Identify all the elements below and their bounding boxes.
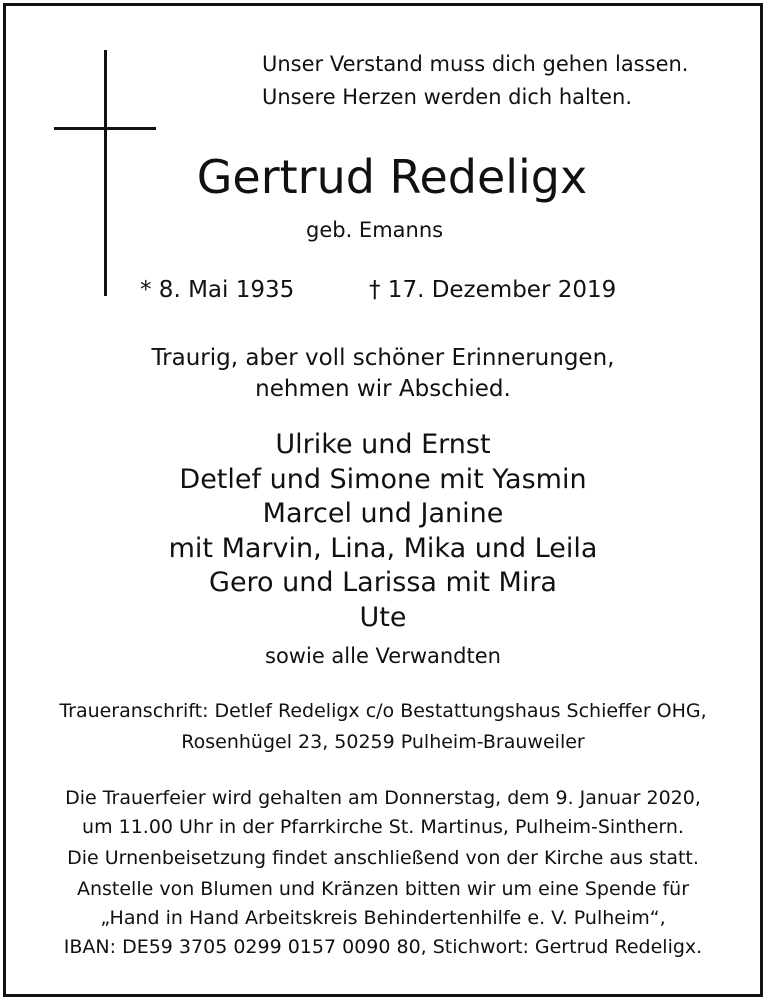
maiden-name: geb. Emanns bbox=[306, 218, 444, 242]
service-line-4: Anstelle von Blumen und Kränzen bitten wir um eine Spende für bbox=[76, 878, 690, 900]
motto bbox=[262, 48, 688, 114]
birth-date: * 8. Mai 1935 bbox=[140, 277, 295, 303]
intro-text bbox=[0, 343, 766, 405]
cross-horizontal-bar bbox=[54, 127, 156, 130]
mourner-line: Gero und Larissa mit Mira bbox=[209, 567, 557, 598]
mourner-line: Ute bbox=[359, 601, 407, 633]
death-date: † 17. Dezember 2019 bbox=[369, 277, 617, 303]
mourners-list bbox=[0, 428, 766, 635]
service-line-5: „Hand in Hand Arbeitskreis Behindertenhilfe e. V. Pulheim“, bbox=[100, 907, 666, 929]
service-line-1: Die Trauerfeier wird gehalten am Donnerstag, dem 9. Januar 2020, bbox=[65, 787, 701, 809]
service-line-2: um 11.00 Uhr in der Pfarrkirche St. Martinus, Pulheim-Sinthern. bbox=[82, 816, 684, 838]
mourner-line: Marcel und Janine bbox=[262, 498, 504, 529]
service-line-3: Die Urnenbeisetzung findet anschließend von der Kirche aus statt. bbox=[67, 847, 699, 869]
deceased-name: Gertrud Redeligx bbox=[196, 150, 588, 204]
intro-line-1: Traurig, aber voll schöner Erinnerungen, bbox=[151, 345, 615, 371]
mourning-address bbox=[0, 696, 766, 758]
address-line-2: Rosenhügel 23, 50259 Pulheim-Brauweiler bbox=[181, 731, 585, 753]
service-line-6: IBAN: DE59 3705 0299 0157 0090 80, Stichwort: Gertrud Redeligx. bbox=[63, 936, 703, 958]
relatives-line: sowie alle Verwandten bbox=[265, 644, 501, 668]
service-details bbox=[0, 784, 766, 962]
mourner-line: Detlef und Simone mit Yasmin bbox=[179, 463, 587, 495]
address-line-1: Traueranschrift: Detlef Redeligx c/o Bestattungshaus Schieffer OHG, bbox=[59, 700, 707, 722]
motto-line-1: Unser Verstand muss dich gehen lassen. bbox=[262, 52, 689, 76]
mourner-line: Ulrike und Ernst bbox=[275, 429, 491, 460]
intro-line-2: nehmen wir Abschied. bbox=[255, 376, 511, 402]
motto-line-2: Unsere Herzen werden dich halten. bbox=[262, 85, 633, 109]
mourner-line: mit Marvin, Lina, Mika und Leila bbox=[168, 532, 598, 564]
